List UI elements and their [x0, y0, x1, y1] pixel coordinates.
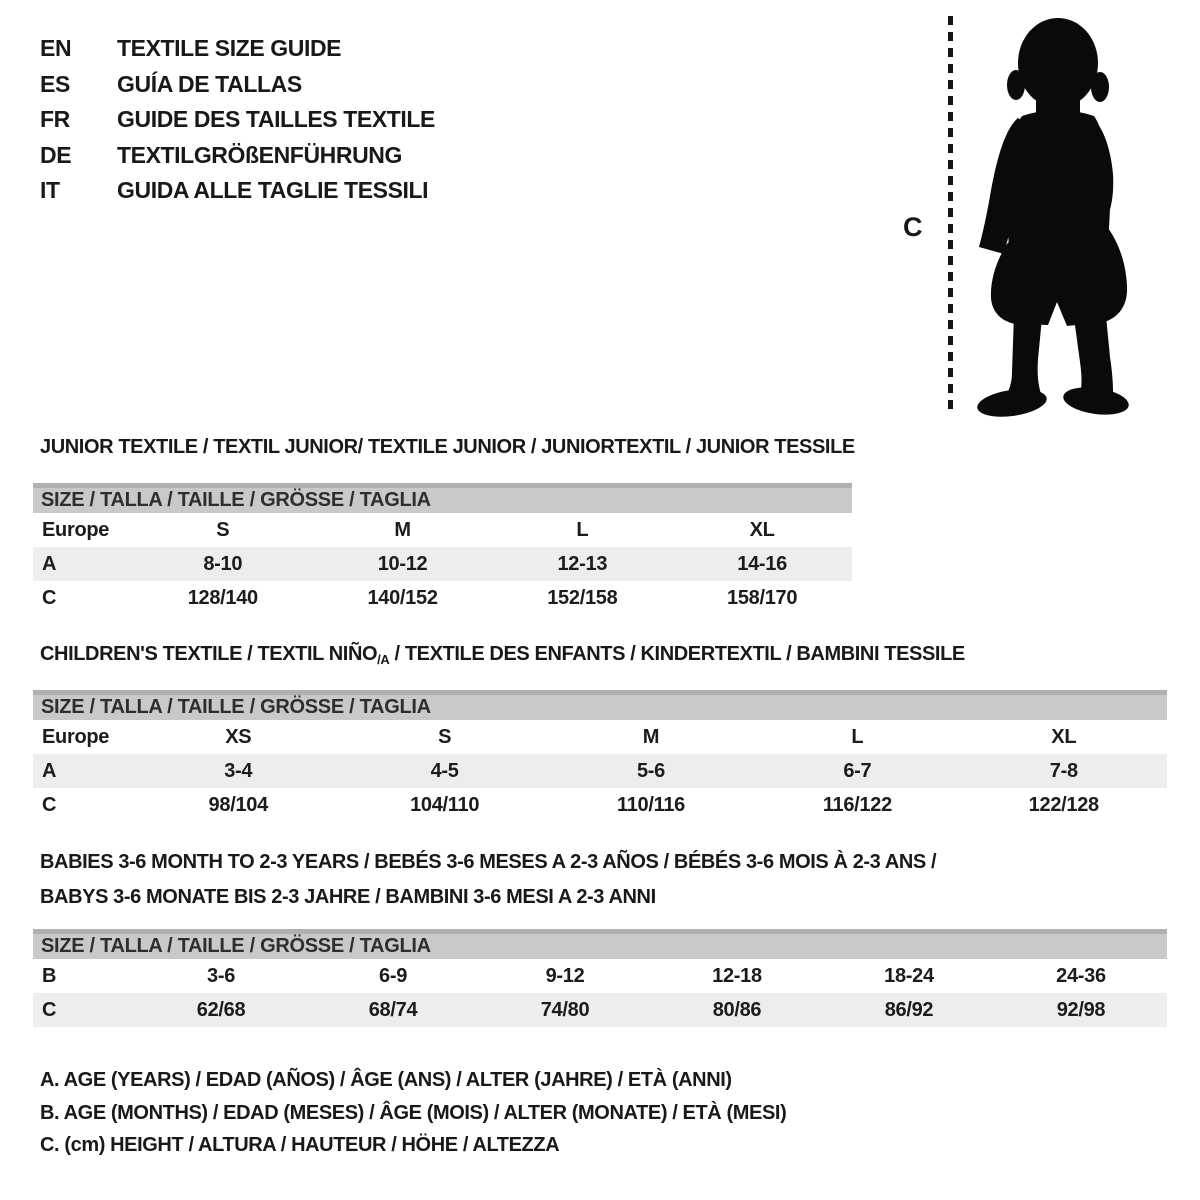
table-row	[33, 959, 1167, 993]
cell: 12-13	[492, 547, 672, 581]
cell: S	[341, 720, 547, 754]
language-row	[40, 31, 435, 67]
cell: 80/86	[651, 993, 823, 1027]
cell: 86/92	[823, 993, 995, 1027]
legend	[40, 1064, 786, 1162]
cell: M	[548, 720, 754, 754]
cell: 104/110	[341, 788, 547, 822]
babies-section-title-line2: BABYS 3-6 MONATE BIS 2-3 JAHRE / BAMBINI 3-6 MESI A 2-3 ANNI	[40, 886, 656, 908]
children-size-table	[33, 690, 1167, 822]
row-label: Europe	[33, 720, 135, 754]
height-dashed-line	[948, 16, 953, 416]
cell: 5-6	[548, 754, 754, 788]
cell: 74/80	[479, 993, 651, 1027]
language-list	[40, 31, 435, 209]
language-title: GUÍA DE TALLAS	[117, 70, 302, 97]
language-code: IT	[40, 177, 60, 204]
cell: 92/98	[995, 993, 1167, 1027]
legend-line-c: C. (cm) HEIGHT / ALTURA / HAUTEUR / HÖHE / ALTEZZA	[40, 1134, 560, 1156]
children-title-sub: /A	[377, 652, 390, 667]
children-title-pre: CHILDREN'S TEXTILE / TEXTIL NIÑO	[40, 643, 378, 665]
row-label: C	[33, 993, 135, 1027]
cell: 158/170	[672, 581, 852, 615]
cell: 7-8	[961, 754, 1167, 788]
cell: 110/116	[548, 788, 754, 822]
language-code: ES	[40, 70, 70, 97]
cell: XL	[672, 513, 852, 547]
cell: XS	[135, 720, 341, 754]
language-title: GUIDE DES TAILLES TEXTILE	[117, 106, 435, 133]
cell: 122/128	[961, 788, 1167, 822]
cell: 3-4	[135, 754, 341, 788]
cell: 62/68	[135, 993, 307, 1027]
legend-line-a: A. AGE (YEARS) / EDAD (AÑOS) / ÂGE (ANS) / ALTER (JAHRE) / ETÀ (ANNI)	[40, 1069, 732, 1091]
cell: XL	[961, 720, 1167, 754]
baby-toddler-silhouette-icon	[962, 14, 1152, 429]
cell: 140/152	[313, 581, 493, 615]
row-label: C	[33, 581, 133, 615]
language-row	[40, 67, 435, 103]
language-title: GUIDA ALLE TAGLIE TESSILI	[117, 177, 429, 204]
cell: S	[133, 513, 313, 547]
height-measure-label: C	[903, 212, 923, 242]
language-code: EN	[40, 35, 72, 62]
size-header-cell: SIZE / TALLA / TAILLE / GRÖSSE / TAGLIA	[33, 693, 1167, 721]
table-row	[33, 754, 1167, 788]
language-title: TEXTILE SIZE GUIDE	[117, 35, 342, 62]
row-label: Europe	[33, 513, 133, 547]
table-header-row	[33, 693, 1167, 721]
row-label: C	[33, 788, 135, 822]
cell: 18-24	[823, 959, 995, 993]
cell: 10-12	[313, 547, 493, 581]
language-row	[40, 173, 435, 209]
table-row	[33, 993, 1167, 1027]
table-header-row	[33, 932, 1167, 960]
row-label: A	[33, 547, 133, 581]
cell: 3-6	[135, 959, 307, 993]
size-header-cell: SIZE / TALLA / TAILLE / GRÖSSE / TAGLIA	[33, 932, 1167, 960]
table-row	[33, 720, 1167, 754]
babies-section-title-line1: BABIES 3-6 MONTH TO 2-3 YEARS / BEBÉS 3-6 MESES A 2-3 AÑOS / BÉBÉS 3-6 MOIS À 2-3 ANS /	[40, 851, 937, 873]
cell: 128/140	[133, 581, 313, 615]
table-row	[33, 581, 852, 615]
babies-size-table	[33, 929, 1167, 1027]
language-row	[40, 102, 435, 138]
cell: 9-12	[479, 959, 651, 993]
size-header-cell: SIZE / TALLA / TAILLE / GRÖSSE / TAGLIA	[33, 486, 852, 514]
language-code: DE	[40, 141, 72, 168]
children-section-title	[40, 643, 965, 667]
cell: 6-9	[307, 959, 479, 993]
cell: M	[313, 513, 493, 547]
cell: 8-10	[133, 547, 313, 581]
cell: L	[492, 513, 672, 547]
language-code: FR	[40, 106, 70, 133]
legend-line-b: B. AGE (MONTHS) / EDAD (MESES) / ÂGE (MOIS) / ALTER (MONATE) / ETÀ (MESI)	[40, 1101, 787, 1124]
table-header-row	[33, 486, 852, 514]
junior-section-title: JUNIOR TEXTILE / TEXTIL JUNIOR/ TEXTILE JUNIOR / JUNIORTEXTIL / JUNIOR TESSILE	[40, 436, 855, 458]
cell: L	[754, 720, 960, 754]
cell: 14-16	[672, 547, 852, 581]
children-title-post: / TEXTILE DES ENFANTS / KINDERTEXTIL / BAMBINI TESSILE	[389, 643, 965, 665]
cell: 12-18	[651, 959, 823, 993]
language-title: TEXTILGRÖßENFÜHRUNG	[117, 141, 402, 168]
table-row	[33, 547, 852, 581]
baby-silhouette-svg	[962, 14, 1152, 424]
cell: 116/122	[754, 788, 960, 822]
cell: 24-36	[995, 959, 1167, 993]
row-label: A	[33, 754, 135, 788]
language-row	[40, 138, 435, 174]
table-row	[33, 513, 852, 547]
cell: 98/104	[135, 788, 341, 822]
junior-size-table	[33, 483, 852, 615]
table-row	[33, 788, 1167, 822]
cell: 4-5	[341, 754, 547, 788]
row-label: B	[33, 959, 135, 993]
cell: 68/74	[307, 993, 479, 1027]
cell: 152/158	[492, 581, 672, 615]
cell: 6-7	[754, 754, 960, 788]
